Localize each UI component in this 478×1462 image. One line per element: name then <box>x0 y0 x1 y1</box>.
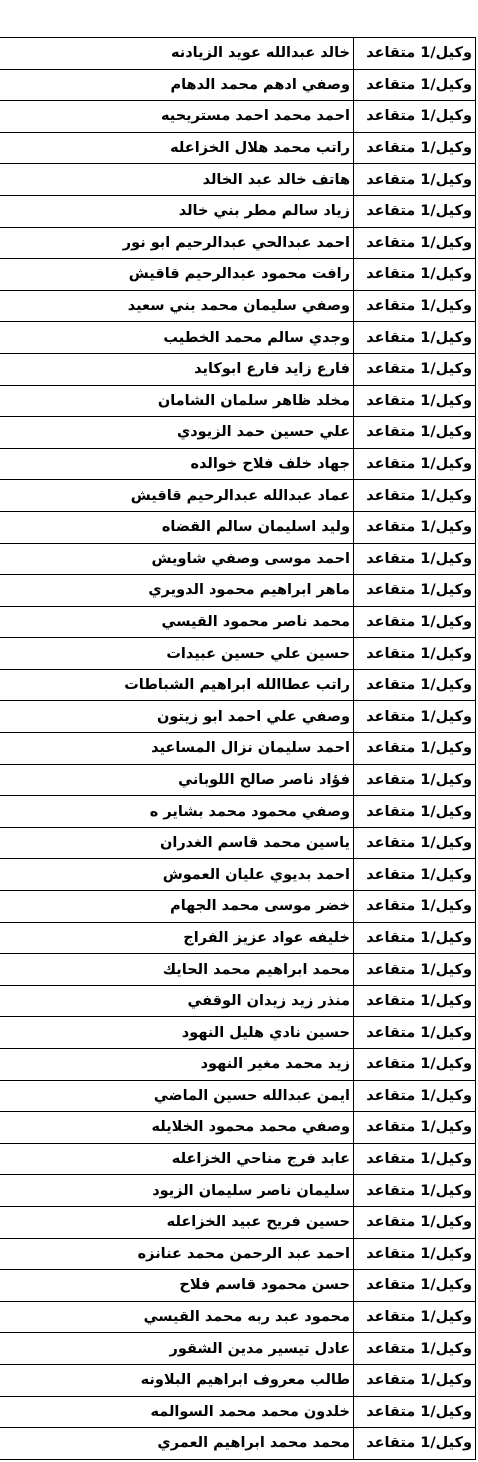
name-cell: محمد ابراهيم محمد الحايك <box>0 954 354 986</box>
table-row <box>0 669 476 701</box>
table-row <box>0 132 476 164</box>
table-row <box>0 353 476 385</box>
table-row <box>0 1301 476 1333</box>
name-cell: عماد عبدالله عبدالرحيم قاقيش <box>0 480 354 512</box>
table-row <box>0 259 476 291</box>
table-row <box>0 1206 476 1238</box>
table-row <box>0 954 476 986</box>
rank-cell: وكيل/1 متقاعد <box>354 1301 476 1333</box>
rank-cell: وكيل/1 متقاعد <box>354 164 476 196</box>
table-row <box>0 322 476 354</box>
rank-cell: وكيل/1 متقاعد <box>354 480 476 512</box>
rank-cell: وكيل/1 متقاعد <box>354 827 476 859</box>
rank-cell: وكيل/1 متقاعد <box>354 733 476 765</box>
rank-cell: وكيل/1 متقاعد <box>354 669 476 701</box>
rank-cell: وكيل/1 متقاعد <box>354 353 476 385</box>
name-cell: فؤاد ناصر صالح اللوباني <box>0 764 354 796</box>
table-row <box>0 38 476 70</box>
name-cell: محمود عبد ربه محمد القيسي <box>0 1301 354 1333</box>
rank-cell: وكيل/1 متقاعد <box>354 1143 476 1175</box>
name-cell: خضر موسى محمد الجهام <box>0 891 354 923</box>
name-cell: عابد فرج مناحي الخزاعله <box>0 1143 354 1175</box>
name-cell: حسين نادي هليل النهود <box>0 1017 354 1049</box>
table-row <box>0 1175 476 1207</box>
name-cell: هاتف خالد عبد الخالد <box>0 164 354 196</box>
table-row <box>0 1080 476 1112</box>
table-row <box>0 701 476 733</box>
name-cell: وليد اسليمان سالم القضاه <box>0 511 354 543</box>
name-cell: طالب معروف ابراهيم البلاونه <box>0 1364 354 1396</box>
roster-sheet <box>0 37 476 1460</box>
name-cell: وصفي محمود محمد بشاير ه <box>0 796 354 828</box>
rank-cell: وكيل/1 متقاعد <box>354 448 476 480</box>
name-cell: خليفه عواد عزيز الفراج <box>0 922 354 954</box>
rank-cell: وكيل/1 متقاعد <box>354 891 476 923</box>
name-cell: خلدون محمد محمد السوالمه <box>0 1396 354 1428</box>
rank-cell: وكيل/1 متقاعد <box>354 1333 476 1365</box>
name-cell: فارع زايد فارع ابوكايد <box>0 353 354 385</box>
rank-cell: وكيل/1 متقاعد <box>354 985 476 1017</box>
rank-cell: وكيل/1 متقاعد <box>354 701 476 733</box>
name-cell: وصفي سليمان محمد بني سعيد <box>0 290 354 322</box>
table-row <box>0 827 476 859</box>
rank-cell: وكيل/1 متقاعد <box>354 543 476 575</box>
table-row <box>0 417 476 449</box>
name-cell: رافت محمود عبدالرحيم قاقيش <box>0 259 354 291</box>
table-row <box>0 543 476 575</box>
table-row <box>0 69 476 101</box>
table-row <box>0 1364 476 1396</box>
rank-cell: وكيل/1 متقاعد <box>354 1112 476 1144</box>
rank-cell: وكيل/1 متقاعد <box>354 606 476 638</box>
table-row <box>0 764 476 796</box>
rank-cell: وكيل/1 متقاعد <box>354 1270 476 1302</box>
table-row <box>0 1017 476 1049</box>
table-row <box>0 1112 476 1144</box>
table-row <box>0 195 476 227</box>
table-row <box>0 1238 476 1270</box>
table-row <box>0 638 476 670</box>
rank-cell: وكيل/1 متقاعد <box>354 575 476 607</box>
name-cell: جهاد خلف فلاح خوالده <box>0 448 354 480</box>
table-row <box>0 1396 476 1428</box>
rank-cell: وكيل/1 متقاعد <box>354 1080 476 1112</box>
table-row <box>0 1270 476 1302</box>
table-row <box>0 1143 476 1175</box>
name-cell: علي حسين حمد الزيودي <box>0 417 354 449</box>
table-row <box>0 448 476 480</box>
table-row <box>0 1049 476 1081</box>
name-cell: زيد محمد مغير النهود <box>0 1049 354 1081</box>
roster-table-body <box>0 38 476 1460</box>
rank-cell: وكيل/1 متقاعد <box>354 796 476 828</box>
rank-cell: وكيل/1 متقاعد <box>354 1428 476 1460</box>
name-cell: محمد ناصر محمود القيسي <box>0 606 354 638</box>
rank-cell: وكيل/1 متقاعد <box>354 259 476 291</box>
name-cell: خالد عبدالله عويد الزيادنه <box>0 38 354 70</box>
rank-cell: وكيل/1 متقاعد <box>354 290 476 322</box>
table-row <box>0 1333 476 1365</box>
rank-cell: وكيل/1 متقاعد <box>354 69 476 101</box>
name-cell: احمد سليمان نزال المساعيد <box>0 733 354 765</box>
table-row <box>0 101 476 133</box>
rank-cell: وكيل/1 متقاعد <box>354 101 476 133</box>
name-cell: وصفي محمد محمود الخلايله <box>0 1112 354 1144</box>
rank-cell: وكيل/1 متقاعد <box>354 417 476 449</box>
rank-cell: وكيل/1 متقاعد <box>354 1238 476 1270</box>
rank-cell: وكيل/1 متقاعد <box>354 511 476 543</box>
rank-cell: وكيل/1 متقاعد <box>354 954 476 986</box>
name-cell: راتب عطاالله ابراهيم الشباطات <box>0 669 354 701</box>
rank-cell: وكيل/1 متقاعد <box>354 638 476 670</box>
name-cell: احمد موسى وصفي شاويش <box>0 543 354 575</box>
name-cell: احمد عبد الرحمن محمد عنانزه <box>0 1238 354 1270</box>
name-cell: راتب محمد هلال الخزاعله <box>0 132 354 164</box>
table-row <box>0 164 476 196</box>
table-row <box>0 480 476 512</box>
name-cell: وصفي ادهم محمد الدهام <box>0 69 354 101</box>
table-row <box>0 227 476 259</box>
name-cell: عادل تيسير مدين الشقور <box>0 1333 354 1365</box>
table-row <box>0 985 476 1017</box>
name-cell: وجدي سالم محمد الخطيب <box>0 322 354 354</box>
name-cell: محمد محمد ابراهيم العمري <box>0 1428 354 1460</box>
table-row <box>0 511 476 543</box>
name-cell: احمد بديوي عليان العموش <box>0 859 354 891</box>
name-cell: سليمان ناصر سليمان الزيود <box>0 1175 354 1207</box>
rank-cell: وكيل/1 متقاعد <box>354 1017 476 1049</box>
name-cell: حسن محمود قاسم فلاح <box>0 1270 354 1302</box>
rank-cell: وكيل/1 متقاعد <box>354 764 476 796</box>
rank-cell: وكيل/1 متقاعد <box>354 859 476 891</box>
roster-table <box>0 37 476 1460</box>
table-row <box>0 733 476 765</box>
name-cell: ياسين محمد قاسم الغدران <box>0 827 354 859</box>
rank-cell: وكيل/1 متقاعد <box>354 385 476 417</box>
name-cell: منذر زيد زيدان الوقفي <box>0 985 354 1017</box>
table-row <box>0 575 476 607</box>
rank-cell: وكيل/1 متقاعد <box>354 322 476 354</box>
table-row <box>0 606 476 638</box>
rank-cell: وكيل/1 متقاعد <box>354 1049 476 1081</box>
rank-cell: وكيل/1 متقاعد <box>354 1206 476 1238</box>
rank-cell: وكيل/1 متقاعد <box>354 1364 476 1396</box>
table-row <box>0 1428 476 1460</box>
rank-cell: وكيل/1 متقاعد <box>354 38 476 70</box>
name-cell: وصفي علي احمد ابو زيتون <box>0 701 354 733</box>
name-cell: احمد عبدالحي عبدالرحيم ابو نور <box>0 227 354 259</box>
name-cell: حسين علي حسين عبيدات <box>0 638 354 670</box>
rank-cell: وكيل/1 متقاعد <box>354 922 476 954</box>
name-cell: مخلد ظاهر سلمان الشامان <box>0 385 354 417</box>
name-cell: زياد سالم مطر بني خالد <box>0 195 354 227</box>
name-cell: احمد محمد احمد مستريحيه <box>0 101 354 133</box>
table-row <box>0 290 476 322</box>
table-row <box>0 891 476 923</box>
name-cell: ماهر ابراهيم محمود الدويري <box>0 575 354 607</box>
rank-cell: وكيل/1 متقاعد <box>354 195 476 227</box>
rank-cell: وكيل/1 متقاعد <box>354 1175 476 1207</box>
table-row <box>0 859 476 891</box>
name-cell: ايمن عبدالله حسين الماضي <box>0 1080 354 1112</box>
rank-cell: وكيل/1 متقاعد <box>354 1396 476 1428</box>
table-row <box>0 922 476 954</box>
rank-cell: وكيل/1 متقاعد <box>354 227 476 259</box>
table-row <box>0 796 476 828</box>
rank-cell: وكيل/1 متقاعد <box>354 132 476 164</box>
name-cell: حسين فريح عبيد الخزاعله <box>0 1206 354 1238</box>
table-row <box>0 385 476 417</box>
